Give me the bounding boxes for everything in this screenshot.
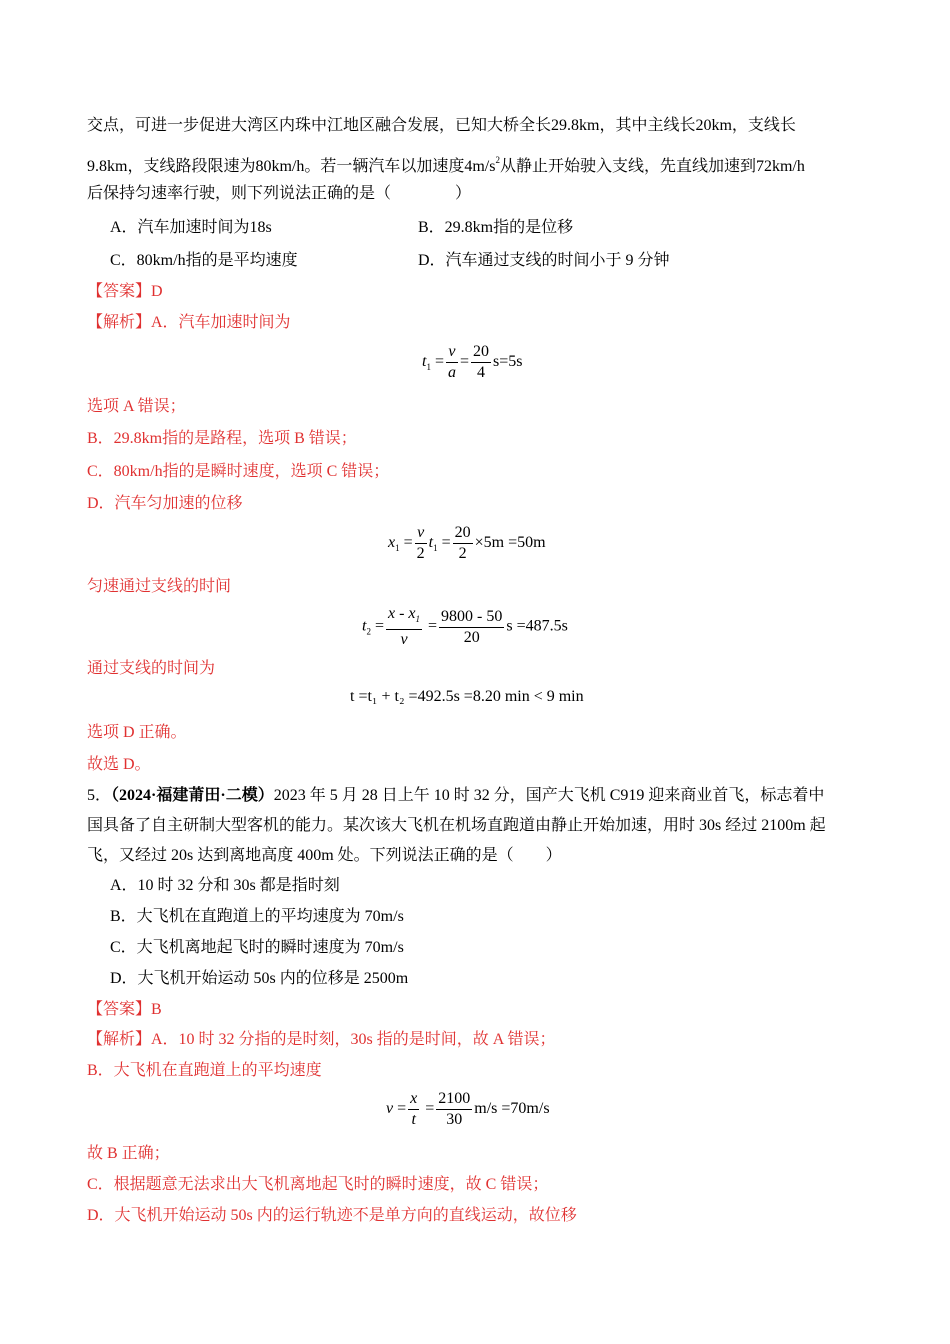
q5-line-c: C．根据题意无法求出大飞机离地起飞时的瞬时速度，故 C 错误； <box>87 1176 549 1193</box>
eq3-den2: 20 <box>463 628 480 646</box>
eq2-num2: 20 <box>453 523 473 544</box>
eq1-eq2: = <box>459 353 470 371</box>
q5-stem-text-1: 2023 年 5 月 28 日上午 10 时 32 分，国产大飞机 C919 迎来商业首飞，标志着中 <box>273 787 825 804</box>
q4-option-a: A．汽车加速时间为18s <box>110 219 272 236</box>
q4-line-d: D．汽车匀加速的位移 <box>87 495 243 512</box>
eq2-t: t <box>428 534 434 552</box>
q4-equation-2 <box>388 523 546 564</box>
q5-option-b: B．大飞机在直跑道上的平均速度为 70m/s <box>110 908 404 925</box>
eq3-lhs-sub: 2 <box>366 626 371 637</box>
q4-option-c: C．80km/h指的是平均速度 <box>110 252 298 269</box>
q4-line-a-wrong: 选项 A 错误； <box>87 398 186 415</box>
q5-line-b: B．大飞机在直跑道上的平均速度 <box>87 1062 322 1079</box>
eq5-eq: = <box>393 1100 407 1118</box>
q5-line-d: D．大飞机开始运动 50s 内的运行轨迹不是单方向的直线运动，故位移 <box>87 1207 577 1224</box>
eq5-num2: 2100 <box>436 1089 472 1110</box>
q5-stem-line-1 <box>87 786 824 806</box>
eq3-num1-sub: 1 <box>415 614 421 624</box>
q5-analysis-a: 【解析】A．10 时 32 分指的是时刻，30s 指的是时间，故 A 错误； <box>87 1031 556 1048</box>
eq1-den1: a <box>447 364 456 381</box>
eq3-num2: 9800 - 50 <box>439 607 504 628</box>
q5-number: 5． <box>87 787 112 804</box>
eq5-rhs: m/s =70m/s <box>474 1100 550 1118</box>
eq1-frac-1 <box>446 342 458 383</box>
eq1-eq: = <box>430 353 444 371</box>
eq3-den1: v <box>400 631 408 648</box>
q4-answer: 【答案】D <box>87 283 163 300</box>
eq1-lhs-sub: 1 <box>426 362 431 373</box>
eq5-frac-1 <box>408 1089 419 1130</box>
eq3-num1-text: x - x <box>387 605 416 622</box>
eq2-lhs-sub: 1 <box>395 543 400 554</box>
eq2-lhs: x <box>388 534 396 552</box>
q5-option-c: C．大飞机离地起飞时的瞬时速度为 70m/s <box>110 939 404 956</box>
q4-equation-1 <box>422 342 523 383</box>
q4-option-b: B．29.8km指的是位移 <box>418 219 574 236</box>
eq2-num1: v <box>415 523 427 544</box>
q4-line-b: B．29.8km指的是路程，选项 B 错误； <box>87 430 357 447</box>
q4-line-total: 通过支线的时间为 <box>87 660 216 677</box>
q5-option-d: D．大飞机开始运动 50s 内的位移是 2500m <box>110 970 409 987</box>
eq2-den2: 2 <box>458 545 467 562</box>
eq5-num1: x <box>408 1089 419 1110</box>
eq1-rhs: s=5s <box>493 353 523 371</box>
eq3-eq: = <box>370 617 384 635</box>
q5-stem-line-3: 飞，又经过 20s 达到离地高度 400m 处。下列说法正确的是（ ） <box>87 847 562 864</box>
eq1-lhs: t <box>422 353 427 371</box>
eq3-num1 <box>386 604 422 630</box>
q4-option-d: D．汽车通过支线的时间小于 9 分钟 <box>418 252 670 269</box>
eq2-rhs: ×5m =50m <box>474 534 546 552</box>
q5-line-b-right: 故 B 正确； <box>87 1145 170 1162</box>
q5-answer: 【答案】B <box>87 1001 162 1018</box>
q4-stem-line-2b: 从静止开始驶入支线，先直线加速到72km/h <box>499 158 805 175</box>
q4-analysis-head: 【解析】A．汽车加速时间为 <box>87 314 291 331</box>
eq3-rhs: s =487.5s <box>506 617 568 635</box>
eq5-eq2: = <box>421 1100 435 1118</box>
eq1-num2: 20 <box>471 342 491 363</box>
q4-stem-line-2 <box>87 150 805 177</box>
eq1-frac-2 <box>471 342 491 383</box>
eq3-lhs: t <box>362 617 367 635</box>
q4-equation-4: t =t₁ + t₂ =492.5s =8.20 min < 9 min <box>350 688 584 705</box>
eq5-frac-2 <box>436 1089 472 1130</box>
q4-stem-line-3: 后保持匀速率行驶，则下列说法正确的是（ ） <box>87 185 472 202</box>
eq2-eq2: = <box>437 534 451 552</box>
eq3-frac-2 <box>439 607 504 648</box>
eq5-lhs: v <box>386 1100 394 1118</box>
eq2-den1: 2 <box>416 545 425 562</box>
q5-stem-line-2: 国具备了自主研制大型客机的能力。某次该大飞机在机场直跑道由静止开始加速，用时 30s 经过 2100m 起 <box>87 817 826 834</box>
q4-line-c: C．80km/h指的是瞬时速度，选项 C 错误； <box>87 463 390 480</box>
eq2-eq: = <box>399 534 413 552</box>
q5-source: （2024·福建莆田·二模） <box>111 787 274 804</box>
q5-option-a: A．10 时 32 分和 30s 都是指时刻 <box>110 877 340 894</box>
eq2-frac-2 <box>453 523 473 564</box>
q4-line-choose: 故选 D。 <box>87 756 151 773</box>
eq1-den2: 4 <box>477 364 486 381</box>
q4-stem-line-2a: 9.8km，支线路段限速为80km/h。若一辆汽车以加速度4m/s <box>87 158 496 175</box>
eq2-t-sub: 1 <box>433 543 438 554</box>
eq3-eq2: = <box>424 617 438 635</box>
q5-equation-1 <box>386 1089 550 1130</box>
q4-line-d-right: 选项 D 正确。 <box>87 724 187 741</box>
q4-stem-sup: 2 <box>495 155 500 165</box>
q4-line-uniform: 匀速通过支线的时间 <box>87 578 232 595</box>
eq5-den1: t <box>411 1111 416 1128</box>
q4-equation-3 <box>362 604 568 650</box>
eq1-num1: v <box>446 342 458 363</box>
eq3-frac-1 <box>386 604 422 650</box>
eq2-frac-1 <box>415 523 427 564</box>
q4-stem-line-1: 交点，可进一步促进大湾区内珠中江地区融合发展，已知大桥全长29.8km，其中主线长20km，支线长 <box>87 117 796 134</box>
eq5-den2: 30 <box>446 1111 463 1128</box>
